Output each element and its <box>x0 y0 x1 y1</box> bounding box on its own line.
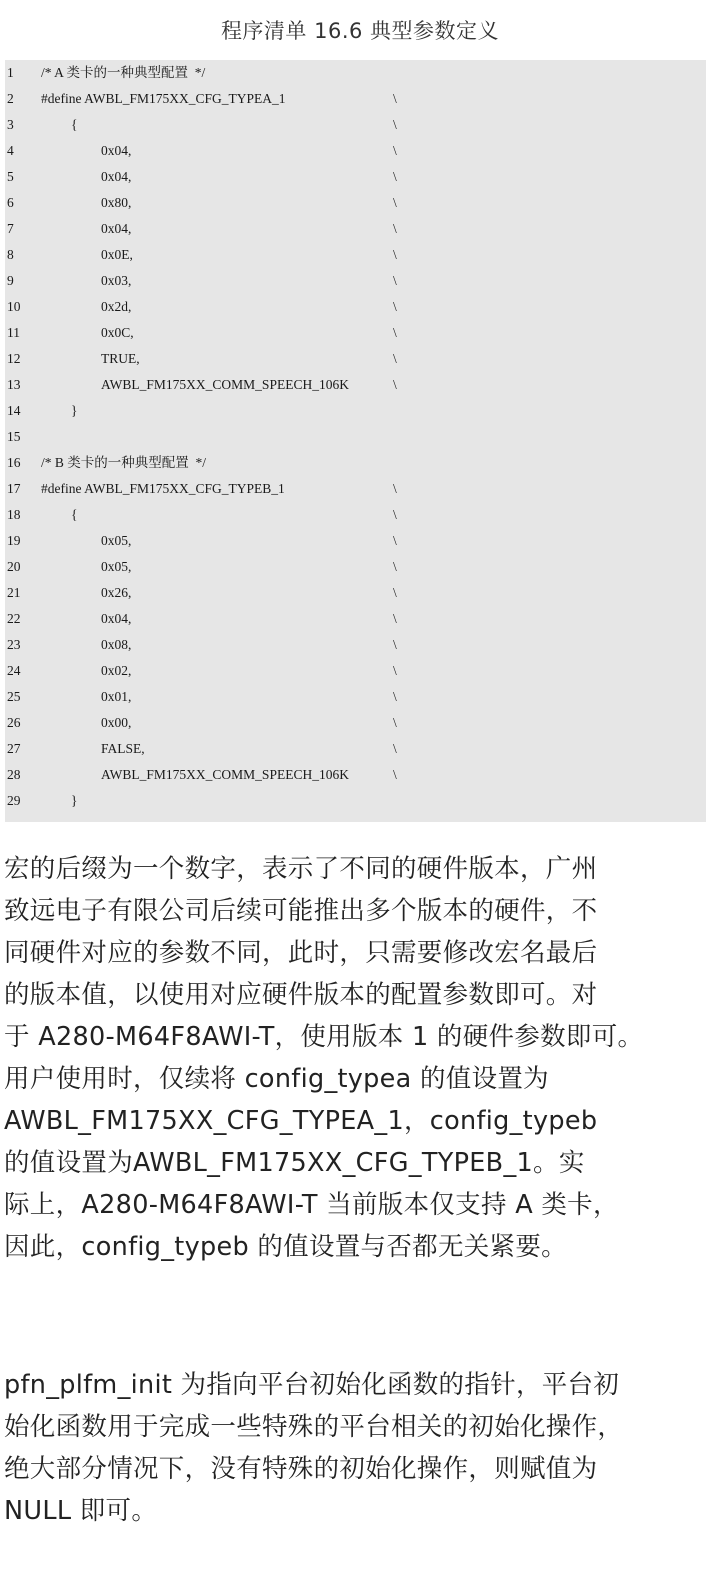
line-continuation: \ <box>393 585 397 600</box>
paragraph-1 <box>4 848 718 1268</box>
line-number: 5 <box>7 169 14 184</box>
line-code: { <box>71 117 78 132</box>
paragraph-line: 宏的后缀为一个数字，表示了不同的硬件版本，广州 <box>4 854 598 884</box>
line-continuation: \ <box>393 637 397 652</box>
line-number: 12 <box>7 351 21 366</box>
line-continuation: \ <box>393 299 397 314</box>
code-line <box>5 216 706 242</box>
line-code: 0x0E, <box>101 247 133 262</box>
line-continuation: \ <box>393 767 397 782</box>
line-number: 2 <box>7 91 14 106</box>
line-code: { <box>71 507 78 522</box>
paragraph-line: 用户使用时，仅续将 config_typea 的值设置为 <box>4 1064 549 1094</box>
line-number: 6 <box>7 195 14 210</box>
line-continuation: \ <box>393 533 397 548</box>
line-number: 24 <box>7 663 21 678</box>
line-continuation: \ <box>393 325 397 340</box>
line-number: 1 <box>7 65 14 80</box>
code-line <box>5 476 706 502</box>
code-line <box>5 710 706 736</box>
line-number: 29 <box>7 793 21 808</box>
paragraph-2 <box>4 1364 718 1532</box>
line-continuation: \ <box>393 247 397 262</box>
line-number: 22 <box>7 611 21 626</box>
line-code: 0x2d, <box>101 299 132 314</box>
line-code: 0x03, <box>101 273 132 288</box>
code-line <box>5 502 706 528</box>
line-continuation: \ <box>393 663 397 678</box>
line-continuation: \ <box>393 689 397 704</box>
line-number: 11 <box>7 325 20 340</box>
paragraph-line: 的版本值，以使用对应硬件版本的配置参数即可。对 <box>4 980 598 1010</box>
paragraph-line: 的值设置为AWBL_FM175XX_CFG_TYPEB_1。实 <box>4 1148 585 1178</box>
line-code: 0x04, <box>101 169 132 184</box>
line-continuation: \ <box>393 221 397 236</box>
line-code: 0x08, <box>101 637 132 652</box>
line-number: 20 <box>7 559 21 574</box>
paragraph-line: 同硬件对应的参数不同，此时，只需要修改宏名最后 <box>4 938 598 968</box>
paragraph-line: 际上，A280-M64F8AWI-T 当前版本仅支持 A 类卡， <box>4 1190 619 1220</box>
code-line <box>5 138 706 164</box>
line-code: 0x00, <box>101 715 132 730</box>
line-number: 17 <box>7 481 21 496</box>
code-line <box>5 632 706 658</box>
code-line <box>5 294 706 320</box>
code-line <box>5 398 706 424</box>
line-code: 0x26, <box>101 585 132 600</box>
code-line <box>5 60 706 86</box>
line-number: 10 <box>7 299 21 314</box>
line-number: 15 <box>7 429 21 444</box>
line-code: 0x04, <box>101 221 132 236</box>
line-number: 13 <box>7 377 21 392</box>
paragraph-line: 始化函数用于完成一些特殊的平台相关的初始化操作， <box>4 1412 624 1442</box>
line-code: 0x01, <box>101 689 132 704</box>
code-line <box>5 242 706 268</box>
code-line <box>5 684 706 710</box>
line-code: #define AWBL_FM175XX_CFG_TYPEA_1 <box>41 91 286 106</box>
line-code: } <box>71 793 78 808</box>
code-line <box>5 164 706 190</box>
line-code: 0x05, <box>101 559 132 574</box>
line-code: /* B 类卡的一种典型配置 */ <box>41 455 207 470</box>
code-line <box>5 450 706 476</box>
line-number: 26 <box>7 715 21 730</box>
paragraph-line: NULL 即可。 <box>4 1496 158 1526</box>
code-line <box>5 788 706 814</box>
line-continuation: \ <box>393 169 397 184</box>
listing-title: 程序清单 16.6 典型参数定义 <box>220 19 500 43</box>
line-continuation: \ <box>393 559 397 574</box>
code-line <box>5 346 706 372</box>
line-code: 0x05, <box>101 533 132 548</box>
line-code: TRUE, <box>101 351 140 366</box>
code-line <box>5 268 706 294</box>
line-number: 23 <box>7 637 21 652</box>
line-number: 21 <box>7 585 21 600</box>
line-continuation: \ <box>393 91 397 106</box>
line-code: 0x04, <box>101 143 132 158</box>
code-line <box>5 424 706 450</box>
paragraph-line: 致远电子有限公司后续可能推出多个版本的硬件，不 <box>4 896 598 926</box>
code-line <box>5 554 706 580</box>
code-line <box>5 372 706 398</box>
line-continuation: \ <box>393 195 397 210</box>
line-continuation: \ <box>393 273 397 288</box>
paragraph-line: pfn_plfm_init 为指向平台初始化函数的指针，平台初 <box>4 1370 620 1400</box>
line-number: 8 <box>7 247 14 262</box>
line-continuation: \ <box>393 377 397 392</box>
line-code: 0x80, <box>101 195 132 210</box>
code-line <box>5 658 706 684</box>
line-continuation: \ <box>393 351 397 366</box>
paragraph-line: AWBL_FM175XX_CFG_TYPEA_1，config_typeb <box>4 1106 598 1136</box>
line-code: } <box>71 403 78 418</box>
line-code: 0x02, <box>101 663 132 678</box>
line-code: #define AWBL_FM175XX_CFG_TYPEB_1 <box>41 481 285 496</box>
line-number: 16 <box>7 455 21 470</box>
line-continuation: \ <box>393 507 397 522</box>
code-line <box>5 606 706 632</box>
paragraph-line: 因此，config_typeb 的值设置与否都无关紧要。 <box>4 1232 567 1262</box>
line-number: 19 <box>7 533 21 548</box>
line-continuation: \ <box>393 741 397 756</box>
line-code: 0x04, <box>101 611 132 626</box>
line-code: AWBL_FM175XX_COMM_SPEECH_106K <box>101 767 349 782</box>
line-number: 7 <box>7 221 14 236</box>
paragraph-line: 于 A280-M64F8AWI-T，使用版本 1 的硬件参数即可。 <box>4 1022 644 1052</box>
line-code: 0x0C, <box>101 325 134 340</box>
line-number: 9 <box>7 273 14 288</box>
line-code: /* A 类卡的一种典型配置 */ <box>41 65 206 80</box>
code-listing <box>5 60 706 822</box>
paragraph-line: 绝大部分情况下，没有特殊的初始化操作，则赋值为 <box>4 1454 598 1484</box>
code-line <box>5 580 706 606</box>
code-line <box>5 762 706 788</box>
code-line <box>5 528 706 554</box>
line-continuation: \ <box>393 143 397 158</box>
code-line <box>5 112 706 138</box>
line-number: 25 <box>7 689 21 704</box>
line-continuation: \ <box>393 715 397 730</box>
code-line <box>5 736 706 762</box>
line-number: 4 <box>7 143 14 158</box>
line-number: 27 <box>7 741 21 756</box>
line-continuation: \ <box>393 481 397 496</box>
code-line <box>5 86 706 112</box>
line-number: 14 <box>7 403 21 418</box>
code-line <box>5 320 706 346</box>
line-code: FALSE, <box>101 741 145 756</box>
code-line <box>5 190 706 216</box>
line-number: 18 <box>7 507 21 522</box>
line-code: AWBL_FM175XX_COMM_SPEECH_106K <box>101 377 349 392</box>
line-number: 28 <box>7 767 21 782</box>
line-number: 3 <box>7 117 14 132</box>
line-continuation: \ <box>393 611 397 626</box>
line-continuation: \ <box>393 117 397 132</box>
